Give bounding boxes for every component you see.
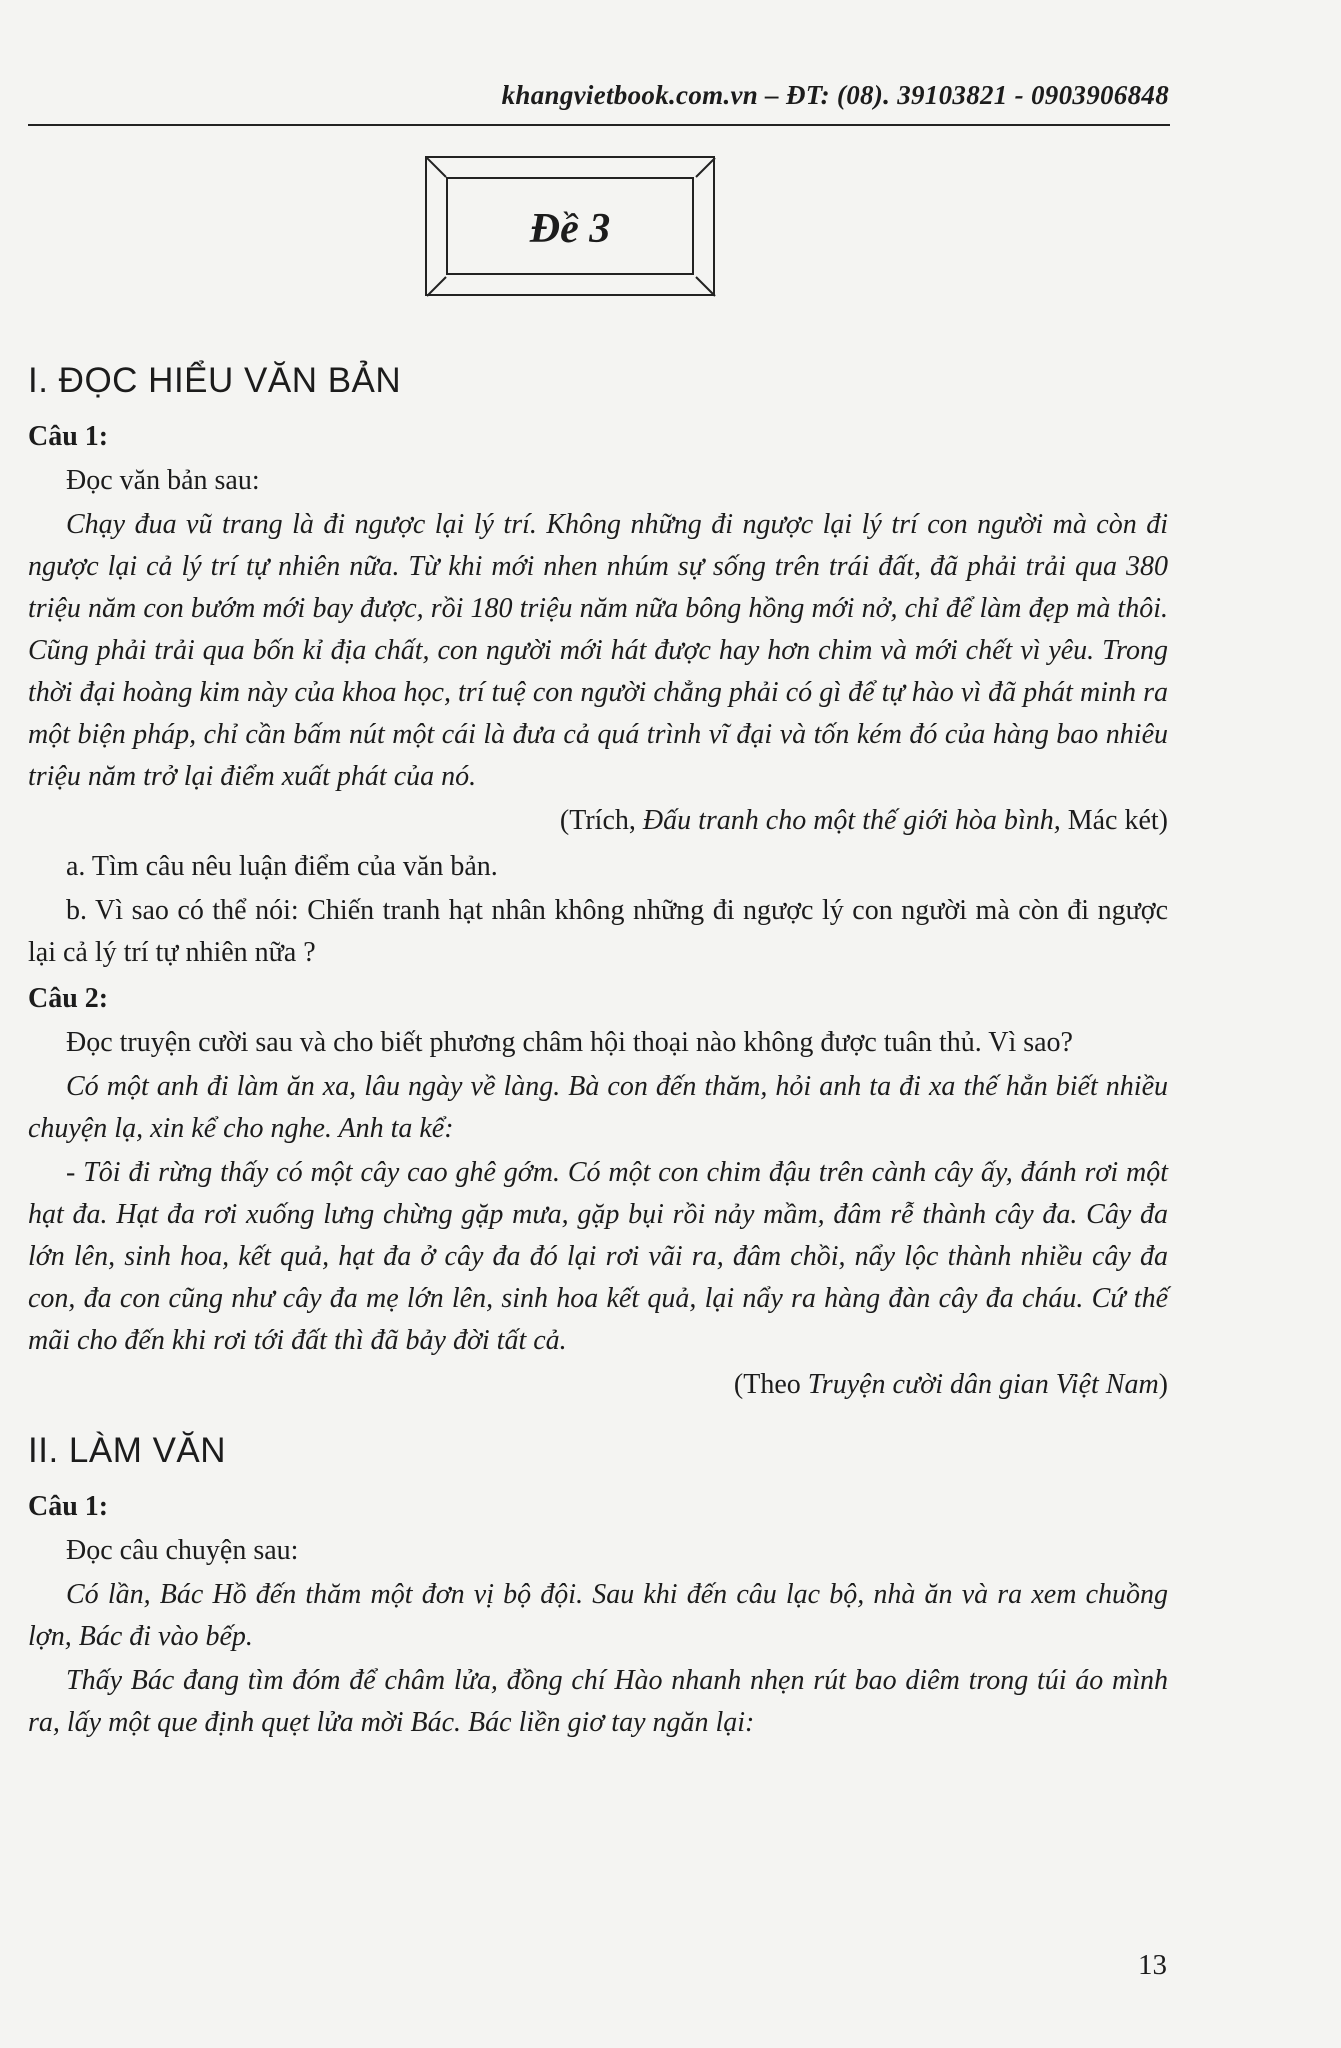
citation-prefix: (Theo — [733, 1369, 801, 1400]
story-citation — [28, 1364, 1168, 1406]
page-number: 13 — [1138, 1949, 1167, 1981]
title-frame — [425, 156, 715, 296]
anecdote-paragraph-2: Thấy Bác đang tìm đóm để châm lửa, đồng chí Hào nhanh nhẹn rút bao diêm trong túi áo mình ra, lấy một que định quẹt lửa mời Bác. Bác liền giơ tay ngăn lại: — [28, 1665, 1168, 1738]
question-intro: Đọc văn bản sau: — [66, 465, 260, 496]
question-label: Câu 1: — [28, 1491, 109, 1522]
page-title: Đề 3 — [529, 206, 611, 252]
passage-citation — [28, 800, 1168, 842]
question-intro: Đọc truyện cười sau và cho biết phương châm hội thoại nào không được tuân thủ. Vì sao? — [66, 1027, 1073, 1058]
sub-question-b: b. Vì sao có thể nói: Chiến tranh hạt nhân không những đi ngược lý con người mà còn đi ngược lại cả lý trí tự nhiên nữa ? — [28, 895, 1168, 968]
story-paragraph-2: - Tôi đi rừng thấy có một cây cao ghê gớm. Có một con chim đậu trên cành cây ấy, đánh rơi một hạt đa. Hạt đa rơi xuống lưng chừng gặp mưa, gặp bụi rồi nảy mầm, đâm rễ thành cây đa. Cây đa lớn lên, sinh hoa, kết quả, hạt đa ở cây đa đó lại rơi vãi ra, đâm chồi, nẩy lộc thành nhiều cây đa con, đa con cũng như cây đa mẹ lớn lên, sinh hoa kết quả, lại nẩy ra hàng đàn cây đa cháu. Cứ thế mãi cho đến khi rơi tới đất thì đã bảy đời tất cả. — [28, 1157, 1168, 1356]
question-label: Câu 1: — [28, 421, 109, 452]
section-heading-reading: I. ĐỌC HIỂU VĂN BẢN — [28, 361, 402, 400]
main-content — [28, 350, 1168, 1746]
passage-text: Chạy đua vũ trang là đi ngược lại lý trí. Không những đi ngược lại lý trí con người mà còn đi ngược lại cả lý trí tự nhiên nữa. Từ khi mới nhen nhúm sự sống trên trái đất, đã phải trải qua 380 triệu năm con bướm mới bay được, rồi 180 triệu năm nữa bông hồng mới nở, chỉ để làm đẹp mà thôi. Cũng phải trải qua bốn kỉ địa chất, con người mới hát được hay hơn chim và mới chết vì yêu. Trong thời đại hoàng kim này của khoa học, trí tuệ con người chẳng phải có gì để tự hào vì đã phát minh ra một biện pháp, chỉ cần bấm nút một cái là đưa cả quá trình vĩ đại và tốn kém đó của hàng bao nhiêu triệu năm trở lại điểm xuất phát của nó. — [28, 509, 1168, 792]
sub-question-a: a. Tìm câu nêu luận điểm của văn bản. — [66, 851, 498, 882]
citation-prefix: (Trích, — [559, 805, 636, 836]
story-paragraph-1: Có một anh đi làm ăn xa, lâu ngày về làng. Bà con đến thăm, hỏi anh ta đi xa thế hẳn biết nhiều chuyện lạ, xin kể cho nghe. Anh ta kể: — [28, 1071, 1168, 1144]
citation-suffix: ) — [1158, 1369, 1168, 1400]
question-label: Câu 2: — [28, 983, 109, 1014]
citation-title: Truyện cười dân gian Việt Nam — [807, 1369, 1159, 1400]
question-intro: Đọc câu chuyện sau: — [66, 1535, 299, 1566]
citation-suffix: Mác két) — [1067, 805, 1168, 836]
running-header: khangvietbook.com.vn – ĐT: (08). 39103821 - 0903906848 — [501, 80, 1169, 110]
header-rule — [28, 124, 1170, 126]
section-heading-writing: II. LÀM VĂN — [28, 1431, 227, 1470]
citation-title: Đấu tranh cho một thế giới hòa bình, — [642, 805, 1061, 836]
anecdote-paragraph-1: Có lần, Bác Hồ đến thăm một đơn vị bộ đội. Sau khi đến câu lạc bộ, nhà ăn và ra xem chuồng lợn, Bác đi vào bếp. — [28, 1579, 1168, 1652]
